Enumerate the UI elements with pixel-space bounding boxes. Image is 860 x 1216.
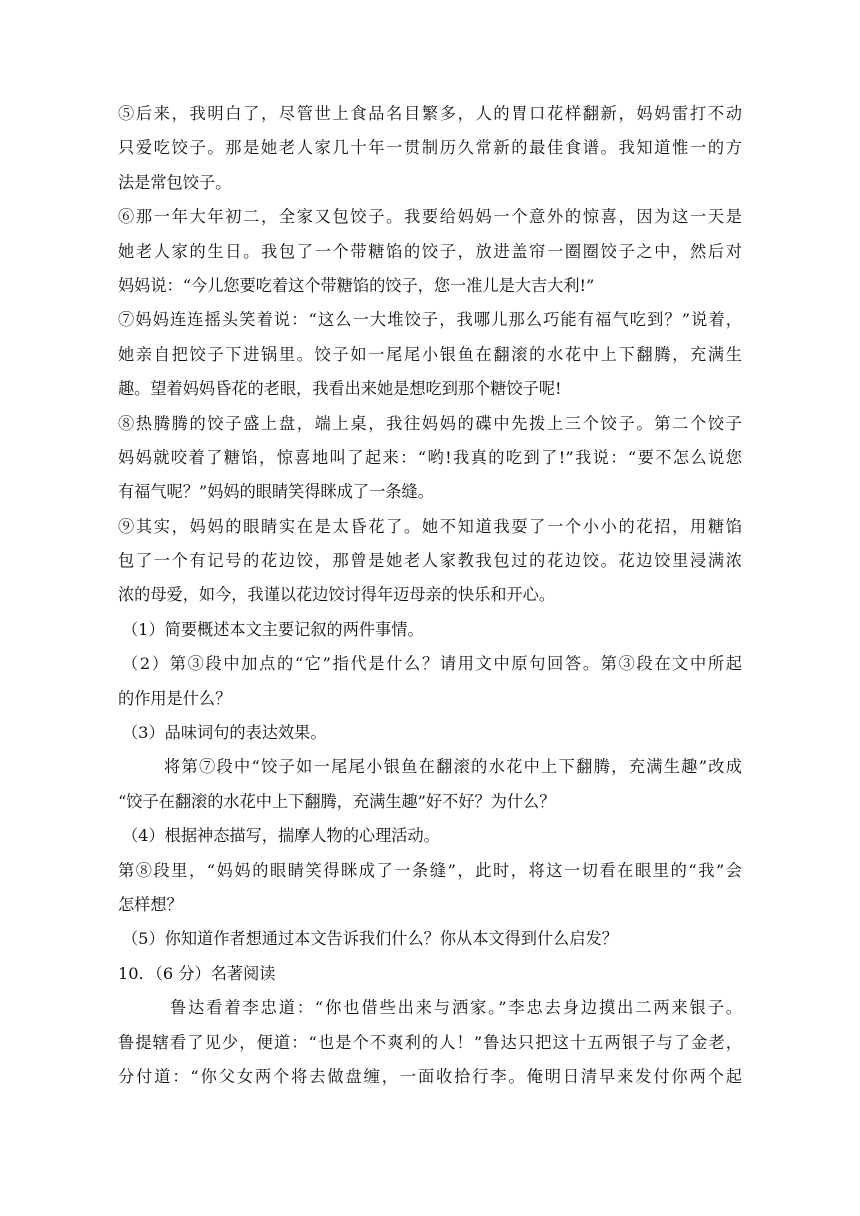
text-line: 鲁达看着李忠道：“你也借些出来与洒家。”李忠去身边摸出二两来银子。 — [170, 998, 742, 1018]
text-line: 只爱吃饺子。那是她老人家几十年一贯制历久常新的最佳食谱。我知道惟一的方 — [118, 138, 742, 158]
text-line: 法是常包饺子。 — [118, 172, 232, 192]
question-line: （4）根据神态描写，揣摩人物的心理活动。 — [122, 826, 440, 846]
text-line: 妈妈说：“今儿您要吃着这个带糖馅的饺子，您一准儿是大吉大利!” — [118, 275, 595, 295]
document-page — [118, 97, 742, 1094]
text-line: 有福气呢？”妈妈的眼睛笑得眯成了一条缝。 — [118, 482, 434, 502]
text-line: ⑦妈妈连连摇头笑着说：“这么一大堆饺子，我哪儿那么巧能有福气吃到？”说着， — [118, 310, 742, 330]
question-line: 第⑧段里，“妈妈的眼睛笑得眯成了一条缝”，此时，将这一切看在眼里的“我”会 — [118, 860, 742, 880]
question-line: 的作用是什么？ — [118, 688, 232, 708]
text-line: ⑥那一年大年初二，全家又包饺子。我要给妈妈一个意外的惊喜，因为这一天是 — [118, 207, 742, 227]
question-line: 怎样想？ — [118, 894, 183, 914]
text-line: 浓的母爱，如今，我谨以花边饺讨得年迈母亲的快乐和开心。 — [118, 585, 556, 605]
text-line: ⑧热腾腾的饺子盛上盘，端上桌，我往妈妈的碟中先拨上三个饺子。第二个饺子 — [118, 413, 742, 433]
question-line: “饺子在翻滚的水花中上下翻腾，充满生趣”好不好？为什么？ — [118, 791, 556, 811]
text-line: ⑨其实，妈妈的眼睛实在是太昏花了。她不知道我耍了一个小小的花招，用糖馅 — [118, 516, 742, 536]
text-line: ⑤后来，我明白了，尽管世上食品名目繁多，人的胃口花样翻新，妈妈雷打不动 — [118, 104, 742, 123]
question-line: （1）简要概述本文主要记叙的两件事情。 — [122, 619, 424, 639]
text-line: 妈妈就咬着了糖馅，惊喜地叫了起来：“哟!我真的吃到了!”我说：“要不怎么说您 — [118, 447, 742, 467]
text-line: 她老人家的生日。我包了一个带糖馅的饺子，放进盖帘一圈圈饺子之中，然后对 — [118, 241, 742, 261]
question-line: （2）第③段中加点的“它”指代是什么？请用文中原句回答。第③段在文中所起 — [122, 654, 742, 674]
text-line: 趣。望着妈妈昏花的老眼，我看出来她是想吃到那个糖饺子呢! — [118, 379, 562, 399]
text-line: 鲁提辖看了见少，便道：“也是个不爽利的人！”鲁达只把这十五两银子与了金老， — [118, 1032, 742, 1052]
question-line: （5）你知道作者想通过本文告诉我们什么？你从本文得到什么启发？ — [122, 929, 618, 949]
question-line: （3）品味词句的表达效果。 — [122, 723, 327, 743]
section-heading: 10．（6 分）名著阅读 — [118, 963, 276, 983]
text-line: 她亲自把饺子下进锅里。饺子如一尾尾小银鱼在翻滚的水花中上下翻腾，充满生 — [118, 344, 742, 364]
text-line: 包了一个有记号的花边饺，那曾是她老人家教我包过的花边饺。花边饺里浸满浓 — [118, 551, 742, 571]
text-line: 分付道：“你父女两个将去做盘缠，一面收拾行李。俺明日清早来发付你两个起 — [118, 1066, 742, 1086]
question-line: 将第⑦段中“饺子如一尾尾小银鱼在翻滚的水花中上下翻腾，充满生趣”改成 — [164, 757, 742, 777]
